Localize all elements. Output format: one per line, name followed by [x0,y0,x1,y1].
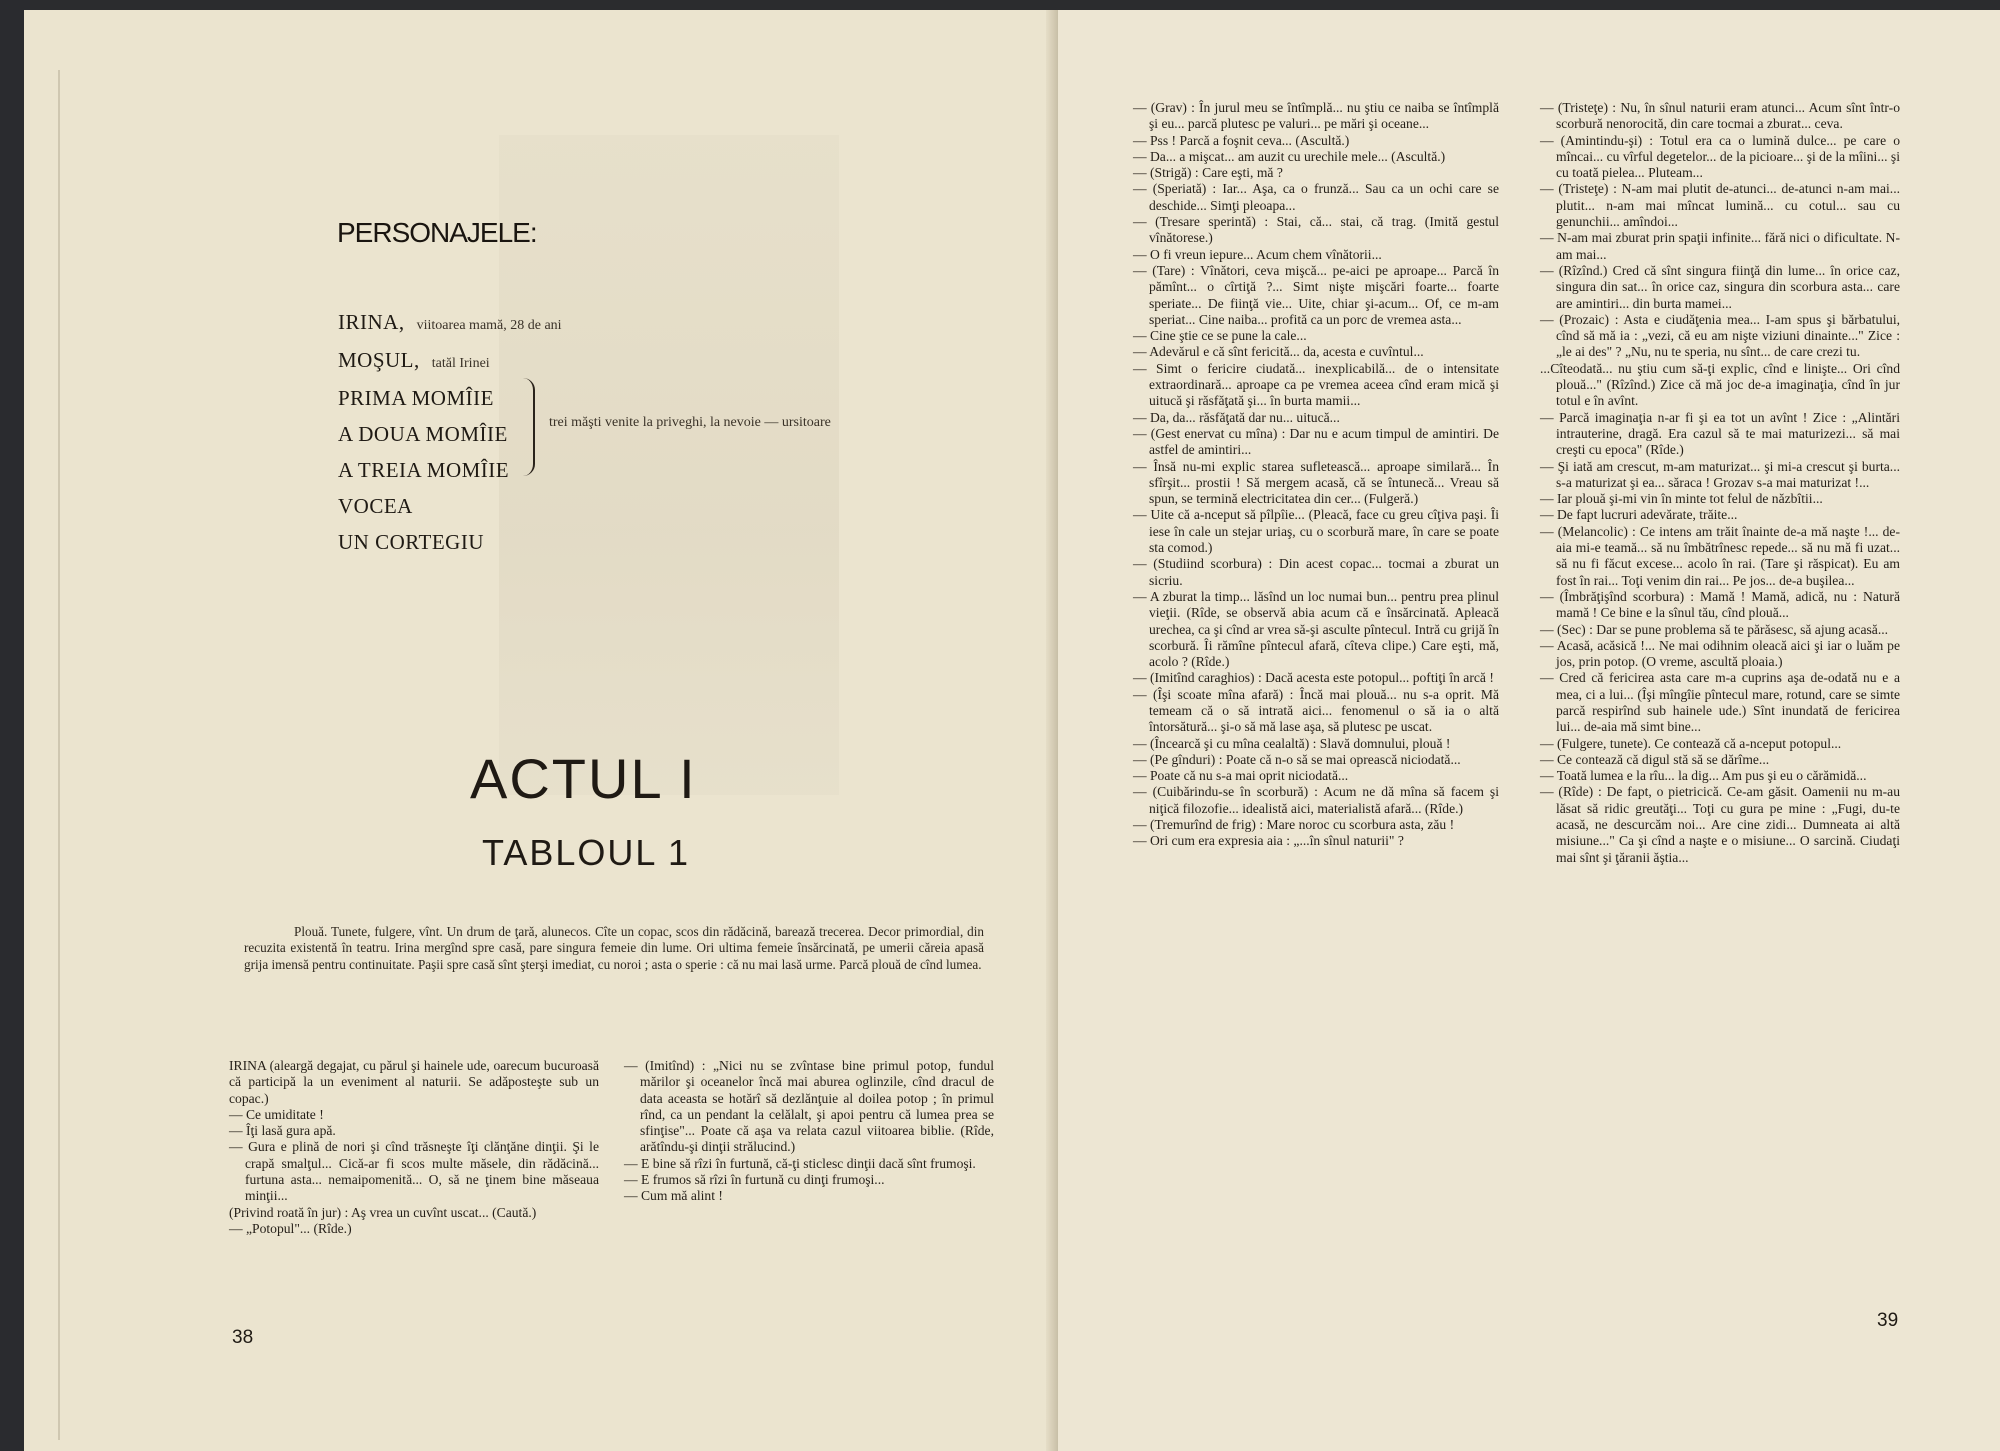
cast-item: IRINA, viitoarea mamă, 28 de ani [338,310,562,334]
dialogue-line: — Da, da... răsfăţată dar nu... uitucă... [1133,409,1340,425]
dialogue-line: — (Cuibărindu-se în scorbură) : Acum ne dă mîna să facem şi niţică filozofie... idealistă aici, materialistă afară... (Rîde.) [1133,784,1499,816]
page-number-right: 39 [1877,1310,1899,1331]
dialogue-line: — (Grav) : În jurul meu se întîmplă... nu ştiu ce naiba se întîmplă şi eu... parcă plutesc pe valuri... pe mări şi oceane... [1133,100,1499,132]
dialogue-line: — A zburat la timp... lăsînd un loc numai bun... pentru prea plinul vieţii. (Rîde, se observă abia acum că e însărcinată. Apleacă urechea, ca şi cînd ar vrea să-şi asculte pîntecul. Intră cu grijă în scorbură. Îi rămîne pîntecul afară, cîteva clipe.) Care eşti, mă, acolo ? (Rîde.) [1133,588,1499,670]
dialogue-line: ...Cîteodată... nu ştiu cum să-ţi explic, cînd e linişte... Ori cînd plouă..." (Rîzînd.) Zice că mă joc de-a imaginaţia, cînd în jur totul e în avînt. [1540,360,1900,409]
dialogue-line: — (Speriată) : Iar... Aşa, ca o frunză... Sau ca un ochi care se deschide... Simţi pleoapa... [1133,181,1499,213]
dialogue-line: — (Imitînd caraghios) : Dacă acesta este potopul... poftiţi în arcă ! [1133,670,1494,686]
dialogue-line: (Privind roată în jur) : Aş vrea un cuvînt uscat... (Caută.) [229,1204,537,1220]
dialogue-line: — (Imitînd) : „Nici nu se zvîntase bine primul potop, fundul mărilor şi oceanelor încă mai aburea oglinzile, cînd dracul de data aceasta se hotărî să dezlănţuie al doilea potop ; în primul rînd, ca un pendant la celălalt, şi apoi pentru că lumea prea se sfinţise"... Poate că aşa va relata cazul viitoarea biblie. (Rîde, arătîndu-şi dinţii strălucind.) [624,1058,994,1155]
page-edge-lines [58,70,68,1440]
dialogue-line: — Poate că nu s-a mai oprit niciodată... [1133,768,1349,784]
dialogue-line: — (Studiind scorbura) : Din acest copac... tocmai a zburat un sicriu. [1133,556,1499,588]
dialogue-line: — Acasă, acăsică !... Ne mai odihnim oleacă aici şi iar o luăm pe jos, prin potop. (O vreme, ascultă ploaia.) [1540,637,1900,670]
dialogue-line: — Simt o fericire ciudată... inexplicabilă... de o intensitate extraordinară... aproape ca pe vremea aceea cînd eram mică şi uitucă şi răsfăţată şi... în burta mamii... [1133,360,1499,409]
dialogue-line: — E bine să rîzi în furtună, că-ţi sticlesc dinţii dacă sînt frumoşi. [624,1155,976,1171]
dialogue-line: — (Prozaic) : Asta e ciudăţenia mea... I-am spus şi bărbatului, cînd să mă ia : „vezi, că eu am nişte viziuni dinainte..." Zice : „le ai des" ? „Nu, nu te speria, nu sînt... de care crezi tu. [1540,311,1900,360]
dialogue-line: — Însă nu-mi explic starea sufletească... aproape similară... În sfîrşit... prostii ! Să mergem acasă, că se întunecă... Vreau să spun, se termină electricitatea din cer... (Fulgeră.) [1133,458,1499,507]
dialogue-line: — (Tremurînd de frig) : Mare noroc cu scorbura asta, zău ! [1133,817,1455,833]
page-number-left: 38 [232,1327,254,1348]
left-column-1 [229,1058,599,1237]
dialogue-line: — „Potopul"... (Rîde.) [229,1220,352,1236]
dialogue-line: — Ce umiditate ! [229,1106,324,1122]
brace-mark [519,378,535,476]
dialogue-line: — (Încearcă şi cu mîna cealaltă) : Slavă domnului, plouă ! [1133,735,1451,751]
dialogue-line: — Iar plouă şi-mi vin în minte tot felul de năzbîtii... [1540,491,1823,507]
stage-direction: Plouă. Tunete, fulgere, vînt. Un drum de ţară, alunecos. Cîte un copac, scos din rădăcină, barează trecerea. Decor primordial, din recuzita existentă în teatru. Irina mergînd spre casă, pare singura femeie din lume. Ori ultima femeie însărcinată, pe umerii căreia apasă grija imensă pentru continuitate. Paşii spre casă sînt şterşi imediat, cu noroi ; asta o sperie : că nu mai lasă urme. Parcă plouă de cînd lumea. [244,924,984,972]
dialogue-line: — (Îmbrăţişînd scorbura) : Mamă ! Mamă, adică, nu : Natură mamă ! Ce bine e la sînul tău, cînd plouă... [1540,588,1900,621]
cast-item: PRIMA MOMÎIE [338,386,494,410]
dialogue-line: — (Tristeţe) : Nu, în sînul naturii eram atunci... Acum sînt într-o scorbură nenorocită, din care tocmai a zburat... ceva. [1540,100,1900,132]
dialogue-line: — Îţi lasă gura apă. [229,1123,336,1139]
dialogue-line: — Uite că a-nceput să pîlpîie... (Pleacă, face cu greu cîţiva paşi. Îi iese în cale un stejar uriaş, cu o scorbură mare, în care se poate sta comod.) [1133,507,1499,556]
dialogue-line: — Toată lumea e la rîu... la dig... Am pus şi eu o cărămidă... [1540,768,1867,784]
left-column-2 [624,1058,994,1205]
dialogue-line: — Gura e plină de nori şi cînd trăsneşte îţi clănţăne dinţii. Şi le crapă smalţul... Cică-ar fi scos multe măsele, din rădăcină... furtuna asta... nemaipomenită... O, să ne ţinem bine măseaua minţii... [229,1139,599,1204]
dialogue-line: — (Rîzînd.) Cred că sînt singura fiinţă din lume... în orice caz, singura din sat... în orice caz, singura din scorbura asta... care are amintiri... din burta mamei... [1540,262,1900,311]
dialogue-line: — (Tresare sperintă) : Stai, că... stai, că trag. (Imită gestul vînătorese.) [1133,214,1499,246]
dialogue-line: — Pss ! Parcă a foşnit ceva... (Ascultă.) [1133,132,1350,148]
cast-item: MOŞUL, tatăl Irinei [338,348,490,372]
act-title: ACTUL I [470,747,697,810]
dialogue-line: — Adevărul e că sînt fericită... da, acesta e cuvîntul... [1133,344,1424,360]
dialogue-line: — (Strigă) : Care eşti, mă ? [1133,165,1283,181]
dialogue-line: — Cred că fericirea asta care m-a cuprins aşa de-odată nu e a mea, ci a lui... (Îşi mîngîie pîntecul mare, rotund, care se simte parcă respirînd sub hainele ude.) Sînt inundată de fericirea lui... de-aia mă simt bine... [1540,670,1900,735]
right-page [1058,10,2000,1451]
dialogue-line: — (Tare) : Vînători, ceva mişcă... pe-aici pe aproape... Parcă în pămînt... o cîrtiţă ?... Simt nişte mişcări foarte... foarte speriate... De fiinţă vie... Uite, chiar şi-acum... Of, ce m-am speriat... Cine naiba... profită ca un porc de vremea asta... [1133,262,1499,327]
dialogue-line: — Cine ştie ce se pune la cale... [1133,328,1307,344]
dialogue-line: — O fi vreun iepure... Acum chem vînătorii... [1133,246,1382,262]
dialogue-line: — Cum mă alint ! [624,1188,723,1204]
brace-note: trei măşti venite la priveghi, la nevoie — ursitoare [549,415,831,430]
cast-item: A TREIA MOMÎIE [338,458,510,482]
right-column-2 [1540,100,1900,866]
dialogue-line: — (Sec) : Dar se pune problema să te părăsesc, să ajung acasă... [1540,621,1889,637]
dialogue-line: — Da... a mişcat... am auzit cu urechile mele... (Ascultă.) [1133,148,1446,164]
right-column-1 [1133,100,1499,850]
cast-item: VOCEA [338,494,413,518]
dialogue-line: — Ori cum era expresia aia : „...în sînul naturii" ? [1133,833,1404,849]
cast-item: A DOUA MOMÎIE [338,422,508,446]
dialogue-line: — (Îşi scoate mîna afară) : Încă mai plouă... nu s-a oprit. Mă temeam că o să intrată aici... fenomenul o să ia o altă întorsătură... şi-o să mă lase aşa, să plutesc pe uscat. [1133,686,1499,735]
dialogue-line: — (Amintindu-şi) : Totul era ca o lumină dulce... pe care o mîncai... cu vîrful degetelor... de la picioare... şi de la mîini... şi cu toată pielea... Pluteam... [1540,132,1900,181]
dialogue-line: — E frumos să rîzi în furtună cu dinţi frumoşi... [624,1172,885,1188]
dialogue-line: — De fapt lucruri adevărate, trăite... [1540,507,1738,523]
dialogue-line: IRINA (aleargă degajat, cu părul şi hainele ude, oarecum bucuroasă că participă la un eveniment al naturii. Se adăposteşte sub un copac.) [229,1058,599,1106]
dialogue-line: — (Tristeţe) : N-am mai plutit de-atunci... de-atunci n-am mai... plutit... n-am mai mîncat lumină... cu cotul... sau cu genunchii... amîndoi... [1540,181,1900,230]
dialogue-line: — (Gest enervat cu mîna) : Dar nu e acum timpul de amintiri. De astfel de amintiri... [1133,425,1499,458]
dialogue-line: — (Melancolic) : Ce intens am trăit înainte de-a mă naşte !... de-aia mi-e teamă... să nu îmbătrînesc repede... să nu mă fi uzat... să nu fi făcut excese... acolo în rai. (Tare şi răspicat). Eu am fost în rai... Toţi venim din rai... Pe jos... de-a buşilea... [1540,523,1900,588]
left-page [24,10,1056,1451]
dialogue-line: — Şi iată am crescut, m-am maturizat... şi mi-a crescut şi burta... s-a maturizat şi ea... săraca ! Grozav s-a mai maturizat !... [1540,458,1900,490]
tableau-title: TABLOUL 1 [482,832,691,873]
dialogue-line: — Parcă imaginaţia n-ar fi şi ea tot un avînt ! Zice : „Alintări intrauterine, dragă. Era cazul să te mai maturizezi... să mai creşti cu epoca" (Rîde.) [1540,409,1900,458]
dialogue-line: — Ce contează că digul stă să se dărîme... [1540,751,1770,767]
dialogue-line: — (Rîde) : De fapt, o pietricică. Ce-am găsit. Oamenii nu m-au lăsat să ridic greutăţi... Toţi cu gura pe mine : „Fugi, du-te acasă, ne descurcăm noi... Are cine zidi... Dumneata ai altă misiune..." Ca şi cînd a naşte e o misiune... O sarcină. Ciudaţi mai sînt şi ţăranii ăştia... [1540,784,1900,865]
dialogue-line: — N-am mai zburat prin spaţii infinite... fără nici o dificultate. N-am mai... [1540,230,1900,262]
cast-heading: PERSONAJELE: [337,217,537,248]
dialogue-line: — (Pe gînduri) : Poate că n-o să se mai oprească niciodată... [1133,751,1461,767]
dialogue-line: — (Fulgere, tunete). Ce contează că a-nceput potopul... [1540,735,1842,751]
cast-item: UN CORTEGIU [338,530,484,554]
